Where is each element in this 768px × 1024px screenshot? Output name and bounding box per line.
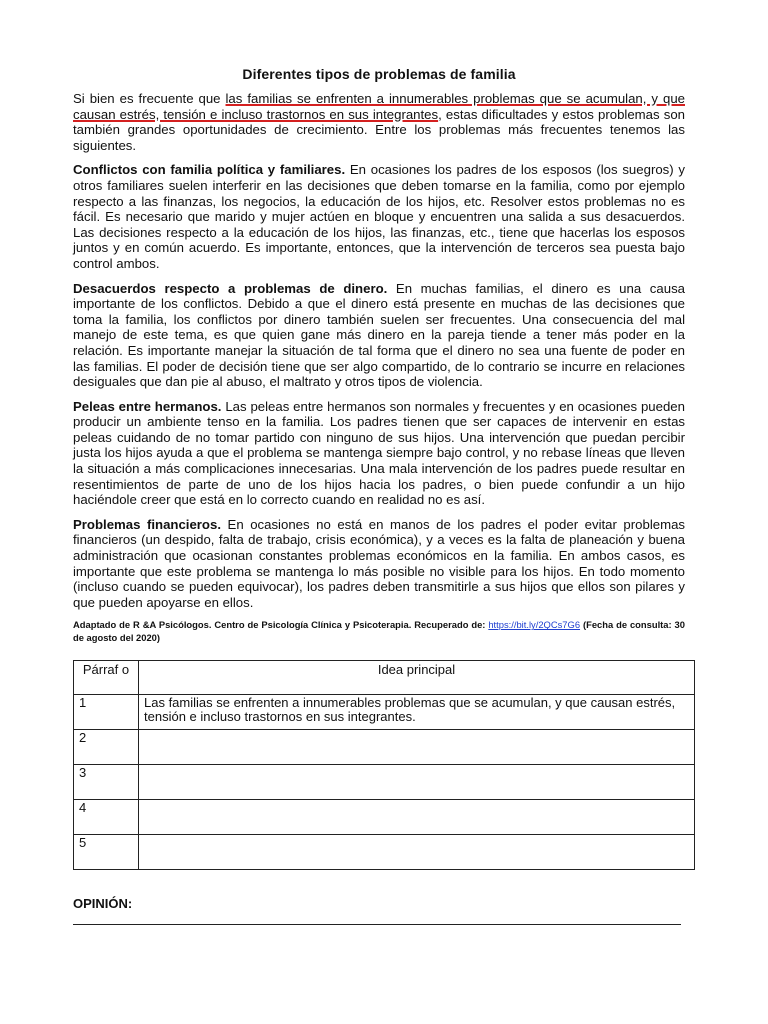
opinion-label: OPINIÓN: [73, 896, 133, 912]
intro-after: , estas dificultades y estos problemas son también grandes oportunidades de crecimiento. Entre los problemas más frecuentes tenemos las siguientes. [73, 106, 685, 153]
table-row [74, 800, 695, 835]
header-idea: Idea principal [139, 661, 695, 695]
page-title: Diferentes tipos de problemas de familia [242, 66, 516, 82]
citation-tail: (Fecha de consulta: 30 de agosto del 2020) [73, 619, 685, 643]
table-row [74, 730, 695, 765]
row-number: 4 [74, 800, 139, 835]
row-idea-cell[interactable] [139, 800, 695, 835]
opinion-answer-line[interactable] [73, 924, 681, 925]
section-heading-1: Conflictos con familia política y familiares. [73, 162, 346, 178]
section-body-4: En ocasiones no está en manos de los padres el poder evitar problemas financieros (un despido, falta de trabajo, crisis económica), y a veces es la falta de planeación y buena administración que ocasionan constantes problemas económicos en la familia. En ambos casos, es importante que este problema se mantenga lo más posible no visible para los hijos. En todo momento (incluso cuando se pueden equivocar), los padres deben transmitirle a sus hijos que ellos son pilares y que pueden apoyarse en ellos. [73, 516, 685, 610]
table-row [74, 835, 695, 870]
section-paragraph-3 [73, 399, 685, 508]
citation-link[interactable]: https://bit.ly/2QCs7G6 [488, 619, 581, 631]
row-idea-cell[interactable] [139, 765, 695, 800]
main-idea-table [73, 660, 695, 870]
section-paragraph-4 [73, 517, 685, 611]
row-idea-cell[interactable] [139, 835, 695, 870]
table-row [74, 695, 695, 730]
section-heading-2: Desacuerdos respecto a problemas de dinero. [73, 280, 388, 296]
section-body-1: En ocasiones los padres de los esposos (los suegros) y otros familiares suelen interferir en las decisiones que deben tomarse en la familia, como por ejemplo respecto a las finanzas, los negocios, la educación de los hijos, etc. Resolver estos problemas no es fácil. Es necesario que marido y mujer actúen en bloque y encuentren una salida a sus desacuerdos. Las decisiones respecto a la educación de los hijos, las finanzas, etc., tiene que hacerlas los esposos juntos y en común acuerdo. Es importante, entonces, que la intervención de terceros sea puesta bajo control ambos. [73, 162, 685, 271]
intro-underlined-text: las familias se enfrenten a innumerables problemas que se acumulan, y que causan estrés, tensión e incluso trastornos en sus integrantes [73, 91, 685, 122]
intro-paragraph [73, 91, 685, 153]
section-heading-4: Problemas financieros. [73, 516, 221, 532]
intro-before: Si bien es frecuente que [73, 91, 226, 106]
table-header-row [74, 661, 695, 695]
section-body-2: En muchas familias, el dinero es una causa importante de los conflictos. Debido a que el dinero está presente en muchas de las decisiones que toma la familia, los conflictos por dinero también suelen ser frecuentes. Una consecuencia del mal manejo de este tema, es que quien gane más dinero en la pareja tiende a tener más poder en la relación. Es importante manejar la situación de tal forma que el dinero no sea una fuente de poder en las familias. El poder de decisión tiene que ser algo compartido, de lo contrario se incurre en relaciones desiguales que dan pie al abuso, el maltrato y otros tipos de violencia. [73, 280, 685, 390]
section-paragraph-1 [73, 162, 685, 271]
citation-text: Adaptado de R &A Psicólogos. Centro de Psicología Clínica y Psicoterapia. Recuperado de: [73, 619, 489, 631]
citation [73, 619, 685, 644]
row-number: 5 [74, 835, 139, 870]
table-row [74, 765, 695, 800]
section-paragraph-2 [73, 281, 685, 390]
row-number: 2 [74, 730, 139, 765]
row-idea-cell[interactable] [139, 730, 695, 765]
document-content [73, 66, 685, 925]
row-idea-cell[interactable]: Las familias se enfrenten a innumerables problemas que se acumulan, y que causan estrés, tensión e incluso trastornos en sus integrantes. [139, 695, 695, 730]
section-body-3: Las peleas entre hermanos son normales y frecuentes y en ocasiones pueden producir un ambiente tenso en la familia. Los padres tienen que ser capaces de intervenir en estas peleas cuidando de no tomar partido con ninguno de sus hijos. Una intervención que puedan percibir justa los hijos ayuda a que el problema se mantenga siempre bajo control, y no rebase líneas que lleven la situación a más complicaciones innecesarias. Una mala intervención de los padres puede resultar en resentimientos de parte de uno de los hijos hacia los padres, o bien puede confundir a un hijo haciéndole creer que está en lo correcto cuando en realidad no es así. [73, 398, 685, 508]
row-number: 3 [74, 765, 139, 800]
header-paragraph: Párraf o [74, 661, 139, 695]
section-heading-3: Peleas entre hermanos. [73, 398, 222, 414]
row-number: 1 [74, 695, 139, 730]
